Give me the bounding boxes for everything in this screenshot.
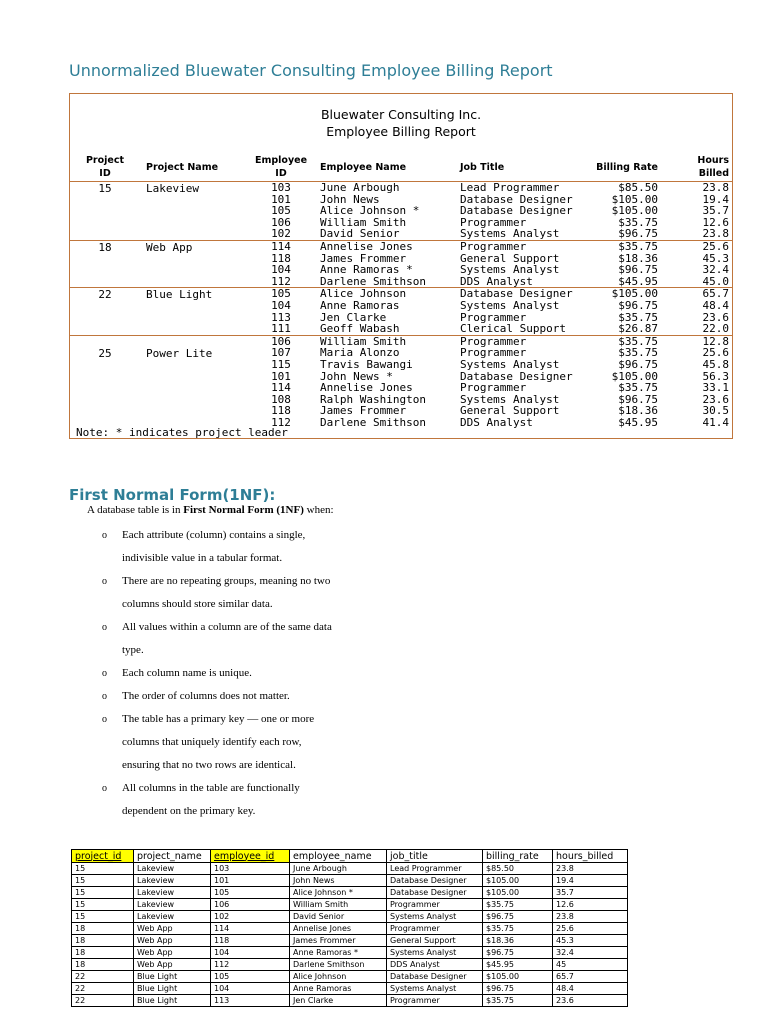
report-job-title: Database Designer xyxy=(460,369,573,383)
table-cell: 105 xyxy=(211,887,290,899)
header-project-id: Project ID xyxy=(85,155,125,179)
report-billing-rate: $105.00 xyxy=(611,369,658,383)
report-hours-billed: 33.1 xyxy=(702,381,729,395)
header-employee-name: Employee Name xyxy=(320,162,407,173)
bullet-marker: o xyxy=(102,530,107,541)
report-project-id: 25 xyxy=(98,347,112,361)
report-employee-name: John News * xyxy=(320,369,393,383)
report-employee-name: John News xyxy=(320,192,380,206)
table-cell: Lakeview xyxy=(134,887,211,899)
table-cell: Blue Light xyxy=(134,995,211,1007)
report-employee-id: 106 xyxy=(271,334,291,348)
table-cell: Web App xyxy=(134,935,211,947)
criteria-text: Each attribute (column) contains a single, xyxy=(122,529,306,541)
report-hours-billed: 25.6 xyxy=(702,346,729,360)
report-hours-billed: 45.3 xyxy=(702,251,729,265)
table-cell: 65.7 xyxy=(553,971,628,983)
table-row xyxy=(72,983,628,995)
table-cell: $35.75 xyxy=(483,995,553,1007)
bullet-marker: o xyxy=(102,714,107,725)
header-project-name: Project Name xyxy=(146,162,219,173)
table-cell: 101 xyxy=(211,875,290,887)
report-employee-id: 115 xyxy=(271,357,291,371)
table-cell: $35.75 xyxy=(483,899,553,911)
report-project-group xyxy=(70,335,732,429)
table-cell: Web App xyxy=(134,947,211,959)
report-job-title: Systems Analyst xyxy=(460,357,560,371)
table-cell: Anne Ramoras * xyxy=(290,947,387,959)
report-job-title: Database Designer xyxy=(460,192,573,206)
table-cell: Web App xyxy=(134,923,211,935)
report-hours-billed: 12.8 xyxy=(702,334,729,348)
report-job-title: DDS Analyst xyxy=(460,415,533,429)
report-project-group xyxy=(70,287,732,334)
table-cell: Database Designer xyxy=(387,887,483,899)
table-cell: 45 xyxy=(553,959,628,971)
table-cell: Systems Analyst xyxy=(387,911,483,923)
table-cell: 118 xyxy=(211,935,290,947)
report-billing-rate: $35.75 xyxy=(618,215,658,229)
table-row xyxy=(72,971,628,983)
table-row xyxy=(72,923,628,935)
table-cell: Lead Programmer xyxy=(387,863,483,875)
report-employee-name: Jen Clarke xyxy=(320,310,387,324)
table-cell: 32.4 xyxy=(553,947,628,959)
report-employee-name: William Smith xyxy=(320,215,407,229)
table-cell: 18 xyxy=(72,923,134,935)
criteria-text: The order of columns does not matter. xyxy=(122,690,290,702)
report-project-name: Lakeview xyxy=(146,182,199,195)
report-project-group xyxy=(70,240,732,287)
report-employee-name: Annelise Jones xyxy=(320,381,413,395)
report-employee-id: 102 xyxy=(271,227,291,241)
report-employee-id: 112 xyxy=(271,415,291,429)
bullet-marker: o xyxy=(102,576,107,587)
table-cell: 48.4 xyxy=(553,983,628,995)
report-job-title: Systems Analyst xyxy=(460,227,560,241)
report-employee-id: 101 xyxy=(271,369,291,383)
report-note: Note: * indicates project leader xyxy=(76,426,288,439)
report-employee-name: Darlene Smithson xyxy=(320,274,426,288)
table-cell: June Arbough xyxy=(290,863,387,875)
bullet-marker: o xyxy=(102,668,107,679)
report-hours-billed: 23.8 xyxy=(702,227,729,241)
table-cell: General Support xyxy=(387,935,483,947)
table-cell: 12.6 xyxy=(553,899,628,911)
report-employee-name: Anne Ramoras * xyxy=(320,263,413,277)
report-employee-name: Anne Ramoras xyxy=(320,298,400,312)
report-job-title: Programmer xyxy=(460,381,527,395)
report-hours-billed: 19.4 xyxy=(702,192,729,206)
column-header-job-title: job_title xyxy=(387,850,483,863)
report-hours-billed: 23.6 xyxy=(702,392,729,406)
table-cell: 22 xyxy=(72,971,134,983)
table-cell: John News xyxy=(290,875,387,887)
table-cell: 15 xyxy=(72,863,134,875)
report-billing-rate: $105.00 xyxy=(611,192,658,206)
bullet-marker: o xyxy=(102,783,107,794)
table-cell: $96.75 xyxy=(483,983,553,995)
criteria-text: All values within a column are of the same data xyxy=(122,621,332,633)
report-job-title: General Support xyxy=(460,404,560,418)
table-cell: $18.36 xyxy=(483,935,553,947)
table-cell: 23.8 xyxy=(553,863,628,875)
criteria-item xyxy=(102,662,362,685)
report-title-name: Employee Billing Report xyxy=(326,124,476,139)
criteria-text: indivisible value in a tabular format. xyxy=(122,552,283,564)
report-billing-rate: $45.95 xyxy=(618,415,658,429)
report-job-title: Programmer xyxy=(460,240,527,253)
table-cell: 18 xyxy=(72,935,134,947)
report-hours-billed: 48.4 xyxy=(702,298,729,312)
table-cell: 23.6 xyxy=(553,995,628,1007)
criteria-item xyxy=(102,524,362,570)
table-cell: 114 xyxy=(211,923,290,935)
table-cell: Lakeview xyxy=(134,863,211,875)
table-cell: Web App xyxy=(134,959,211,971)
table-row xyxy=(72,995,628,1007)
header-job-title: Job Title xyxy=(460,162,505,173)
report-employee-id: 114 xyxy=(271,381,291,395)
table-cell: Programmer xyxy=(387,923,483,935)
criteria-text: type. xyxy=(122,644,144,656)
report-employee-id: 114 xyxy=(271,240,291,253)
table-cell: 104 xyxy=(211,947,290,959)
report-employee-id: 108 xyxy=(271,392,291,406)
table-cell: William Smith xyxy=(290,899,387,911)
report-employee-name: James Frommer xyxy=(320,251,407,265)
report-job-title: Lead Programmer xyxy=(460,181,560,194)
table-row xyxy=(72,875,628,887)
table-cell: $45.95 xyxy=(483,959,553,971)
report-hours-billed: 23.6 xyxy=(702,310,729,324)
report-job-title: Systems Analyst xyxy=(460,263,560,277)
report-job-title: Programmer xyxy=(460,215,527,229)
table-cell: Jen Clarke xyxy=(290,995,387,1007)
table-cell: 103 xyxy=(211,863,290,875)
table-cell: 45.3 xyxy=(553,935,628,947)
report-hours-billed: 25.6 xyxy=(702,240,729,253)
table-cell: Darlene Smithson xyxy=(290,959,387,971)
report-billing-rate: $105.00 xyxy=(611,204,658,218)
intro-term: First Normal Form (1NF) xyxy=(183,504,304,516)
report-employee-id: 105 xyxy=(271,204,291,218)
report-employee-name: Alice Johnson xyxy=(320,287,407,301)
report-employee-id: 112 xyxy=(271,274,291,288)
report-employee-name: Maria Alonzo xyxy=(320,346,400,360)
bullet-marker: o xyxy=(102,691,107,702)
criteria-text: columns that uniquely identify each row, xyxy=(122,736,302,748)
report-employee-name: June Arbough xyxy=(320,181,400,194)
table-cell: Programmer xyxy=(387,995,483,1007)
report-billing-rate: $18.36 xyxy=(618,404,658,418)
section-heading-1nf: First Normal Form(1NF): xyxy=(69,486,276,504)
column-header-project-id: project_id xyxy=(72,850,134,863)
report-job-title: Database Designer xyxy=(460,287,573,301)
report-billing-rate: $96.75 xyxy=(618,227,658,241)
table-row xyxy=(72,887,628,899)
table-row xyxy=(72,911,628,923)
criteria-list xyxy=(102,524,362,823)
criteria-text: The table has a primary key — one or more xyxy=(122,713,315,725)
report-employee-name: Travis Bawangi xyxy=(320,357,413,371)
table-cell: Annelise Jones xyxy=(290,923,387,935)
report-job-title: Clerical Support xyxy=(460,322,566,336)
table-cell: 15 xyxy=(72,887,134,899)
report-hours-billed: 32.4 xyxy=(702,263,729,277)
table-cell: Database Designer xyxy=(387,875,483,887)
table-cell: 112 xyxy=(211,959,290,971)
criteria-item xyxy=(102,777,362,823)
report-title-company: Bluewater Consulting Inc. xyxy=(320,107,482,122)
table-row xyxy=(72,899,628,911)
report-billing-rate: $35.75 xyxy=(618,381,658,395)
report-project-name: Web App xyxy=(146,241,193,254)
table-cell: 22 xyxy=(72,995,134,1007)
table-1nf xyxy=(71,849,628,1007)
table-cell: Database Designer xyxy=(387,971,483,983)
table-row xyxy=(72,947,628,959)
report-project-name: Power Lite xyxy=(146,347,213,361)
report-billing-rate: $35.75 xyxy=(618,310,658,324)
criteria-text: ensuring that no two rows are identical. xyxy=(122,759,296,771)
table-cell: $105.00 xyxy=(483,971,553,983)
report-hours-billed: 65.7 xyxy=(702,287,729,301)
report-job-title: Programmer xyxy=(460,346,527,360)
report-employee-id: 111 xyxy=(271,322,291,336)
column-header-employee-id: employee_id xyxy=(211,850,290,863)
report-job-title: Systems Analyst xyxy=(460,298,560,312)
report-project-id: 22 xyxy=(98,288,112,302)
table-cell: 104 xyxy=(211,983,290,995)
report-employee-id: 105 xyxy=(271,287,291,301)
criteria-text: All columns in the table are functionally xyxy=(122,782,300,794)
table-cell: Anne Ramoras xyxy=(290,983,387,995)
criteria-item xyxy=(102,708,362,777)
table-row xyxy=(72,935,628,947)
table-cell: Systems Analyst xyxy=(387,983,483,995)
table-cell: 113 xyxy=(211,995,290,1007)
report-employee-id: 113 xyxy=(271,310,291,324)
report-employee-name: Darlene Smithson xyxy=(320,415,426,429)
table-cell: 19.4 xyxy=(553,875,628,887)
table-cell: 18 xyxy=(72,947,134,959)
report-billing-rate: $35.75 xyxy=(618,334,658,348)
table-row xyxy=(72,863,628,875)
criteria-text: dependent on the primary key. xyxy=(122,805,256,817)
report-billing-rate: $105.00 xyxy=(611,287,658,301)
table-cell: $85.50 xyxy=(483,863,553,875)
report-billing-rate: $96.75 xyxy=(618,357,658,371)
report-hours-billed: 45.8 xyxy=(702,357,729,371)
table-cell: David Senior xyxy=(290,911,387,923)
column-header-billing-rate: billing_rate xyxy=(483,850,553,863)
report-hours-billed: 45.0 xyxy=(702,274,729,288)
report-job-title: Programmer xyxy=(460,334,527,348)
table-cell: $105.00 xyxy=(483,875,553,887)
report-employee-id: 104 xyxy=(271,263,291,277)
table-cell: $35.75 xyxy=(483,923,553,935)
report-hours-billed: 12.6 xyxy=(702,215,729,229)
table-cell: James Frommer xyxy=(290,935,387,947)
criteria-item xyxy=(102,616,362,662)
table-cell: 15 xyxy=(72,911,134,923)
report-project-group xyxy=(70,181,732,240)
report-job-title: Programmer xyxy=(460,310,527,324)
column-header-employee-name: employee_name xyxy=(290,850,387,863)
report-billing-rate: $35.75 xyxy=(618,346,658,360)
report-employee-name: William Smith xyxy=(320,334,407,348)
report-job-title: General Support xyxy=(460,251,560,265)
report-employee-id: 107 xyxy=(271,346,291,360)
table-cell: Lakeview xyxy=(134,911,211,923)
report-employee-name: Annelise Jones xyxy=(320,240,413,253)
table-cell: 22 xyxy=(72,983,134,995)
report-billing-rate: $45.95 xyxy=(618,274,658,288)
report-billing-rate: $96.75 xyxy=(618,392,658,406)
table-cell: Programmer xyxy=(387,899,483,911)
report-project-id: 15 xyxy=(98,182,112,195)
report-hours-billed: 41.4 xyxy=(702,415,729,429)
intro-paragraph: A database table is in First Normal Form (1NF) when: xyxy=(87,504,334,516)
report-hours-billed: 22.0 xyxy=(702,322,729,336)
report-employee-id: 104 xyxy=(271,298,291,312)
table-cell: Alice Johnson * xyxy=(290,887,387,899)
report-employee-name: Alice Johnson * xyxy=(320,204,420,218)
table-cell: 105 xyxy=(211,971,290,983)
table-cell: 23.8 xyxy=(553,911,628,923)
report-employee-name: James Frommer xyxy=(320,404,407,418)
table-cell: Lakeview xyxy=(134,875,211,887)
table-cell: 15 xyxy=(72,875,134,887)
report-billing-rate: $18.36 xyxy=(618,251,658,265)
report-employee-id: 118 xyxy=(271,404,291,418)
report-hours-billed: 30.5 xyxy=(702,404,729,418)
table-cell: Blue Light xyxy=(134,971,211,983)
report-hours-billed: 23.8 xyxy=(702,181,729,194)
report-billing-rate: $96.75 xyxy=(618,263,658,277)
report-employee-name: Geoff Wabash xyxy=(320,322,400,336)
report-employee-id: 103 xyxy=(271,181,291,194)
report-hours-billed: 56.3 xyxy=(702,369,729,383)
table-cell: Systems Analyst xyxy=(387,947,483,959)
report-project-id: 18 xyxy=(98,241,112,254)
table-cell: $96.75 xyxy=(483,911,553,923)
criteria-text: Each column name is unique. xyxy=(122,667,252,679)
report-billing-rate: $85.50 xyxy=(618,181,658,194)
billing-report xyxy=(69,93,733,439)
report-job-title: Systems Analyst xyxy=(460,392,560,406)
table-cell: $96.75 xyxy=(483,947,553,959)
report-employee-id: 118 xyxy=(271,251,291,265)
report-job-title: DDS Analyst xyxy=(460,274,533,288)
criteria-item xyxy=(102,685,362,708)
report-employee-id: 106 xyxy=(271,215,291,229)
table-cell: 102 xyxy=(211,911,290,923)
column-header-project-name: project_name xyxy=(134,850,211,863)
table-cell: DDS Analyst xyxy=(387,959,483,971)
header-billing-rate: Billing Rate xyxy=(596,162,658,173)
table-cell: Blue Light xyxy=(134,983,211,995)
report-employee-name: Ralph Washington xyxy=(320,392,426,406)
table-cell: Alice Johnson xyxy=(290,971,387,983)
report-employee-name: David Senior xyxy=(320,227,400,241)
report-job-title: Database Designer xyxy=(460,204,573,218)
report-employee-id: 101 xyxy=(271,192,291,206)
table-cell: 15 xyxy=(72,899,134,911)
table-cell: 106 xyxy=(211,899,290,911)
table-row xyxy=(72,959,628,971)
table-cell: 25.6 xyxy=(553,923,628,935)
report-billing-rate: $26.87 xyxy=(618,322,658,336)
criteria-text: There are no repeating groups, meaning no two xyxy=(122,575,331,587)
report-project-name: Blue Light xyxy=(146,288,213,302)
header-hours-billed: Hours Billed xyxy=(697,155,729,179)
report-billing-rate: $35.75 xyxy=(618,240,658,253)
criteria-text: columns should store similar data. xyxy=(122,598,273,610)
table-cell: Lakeview xyxy=(134,899,211,911)
page-heading: Unnormalized Bluewater Consulting Employee Billing Report xyxy=(69,61,553,80)
column-header-hours-billed: hours_billed xyxy=(553,850,628,863)
criteria-item xyxy=(102,570,362,616)
header-employee-id: Employee ID xyxy=(254,155,308,179)
table-cell: 35.7 xyxy=(553,887,628,899)
bullet-marker: o xyxy=(102,622,107,633)
table-cell: 18 xyxy=(72,959,134,971)
report-billing-rate: $96.75 xyxy=(618,298,658,312)
report-hours-billed: 35.7 xyxy=(702,204,729,218)
table-cell: $105.00 xyxy=(483,887,553,899)
